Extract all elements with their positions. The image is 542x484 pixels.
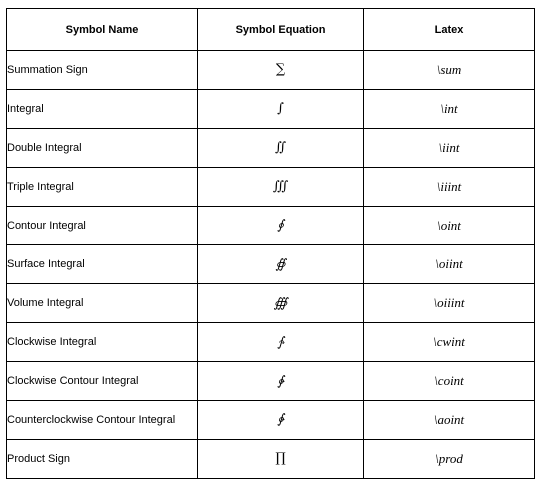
table-row (7, 401, 535, 440)
latex-cell: \oiint (364, 245, 535, 284)
header-latex: Latex (364, 9, 535, 51)
symbol-name-cell: Product Sign (7, 439, 198, 478)
table-row (7, 128, 535, 167)
latex-cell: \aoint (364, 401, 535, 440)
symbol-name-cell: Summation Sign (7, 51, 198, 90)
symbol-name-cell: Counterclockwise Contour Integral (7, 401, 198, 440)
table-row (7, 51, 535, 90)
symbol-name-cell: Integral (7, 89, 198, 128)
header-symbol-name: Symbol Name (7, 9, 198, 51)
table-row (7, 167, 535, 206)
symbol-equation-cell: ∱ (198, 323, 364, 362)
symbol-equation-cell: ∑ (198, 51, 364, 90)
symbol-equation-cell: ∲ (198, 362, 364, 401)
latex-cell: \oint (364, 206, 535, 245)
latex-cell: \iiint (364, 167, 535, 206)
table-header-row (7, 9, 535, 51)
symbol-table (6, 8, 535, 479)
symbol-name-cell: Triple Integral (7, 167, 198, 206)
symbol-equation-cell: ∏ (198, 439, 364, 478)
latex-cell: \iint (364, 128, 535, 167)
symbol-equation-cell: ∭ (198, 167, 364, 206)
symbol-name-cell: Surface Integral (7, 245, 198, 284)
latex-cell: \sum (364, 51, 535, 90)
table-row (7, 89, 535, 128)
symbol-name-cell: Double Integral (7, 128, 198, 167)
latex-cell: \coint (364, 362, 535, 401)
table-row (7, 206, 535, 245)
symbol-name-cell: Volume Integral (7, 284, 198, 323)
symbol-name-cell: Contour Integral (7, 206, 198, 245)
table-row (7, 362, 535, 401)
symbol-equation-cell: ∰ (198, 284, 364, 323)
symbol-equation-cell: ∬ (198, 128, 364, 167)
table-row (7, 323, 535, 362)
latex-cell: \cwint (364, 323, 535, 362)
latex-cell: \int (364, 89, 535, 128)
symbol-equation-cell: ∯ (198, 245, 364, 284)
symbol-equation-cell: ∮ (198, 206, 364, 245)
symbol-name-cell: Clockwise Integral (7, 323, 198, 362)
table-row (7, 439, 535, 478)
header-symbol-equation: Symbol Equation (198, 9, 364, 51)
symbol-equation-cell: ∫ (198, 89, 364, 128)
latex-cell: \oiiint (364, 284, 535, 323)
table-row (7, 245, 535, 284)
latex-cell: \prod (364, 439, 535, 478)
table-row (7, 284, 535, 323)
symbol-equation-cell: ∳ (198, 401, 364, 440)
symbol-name-cell: Clockwise Contour Integral (7, 362, 198, 401)
